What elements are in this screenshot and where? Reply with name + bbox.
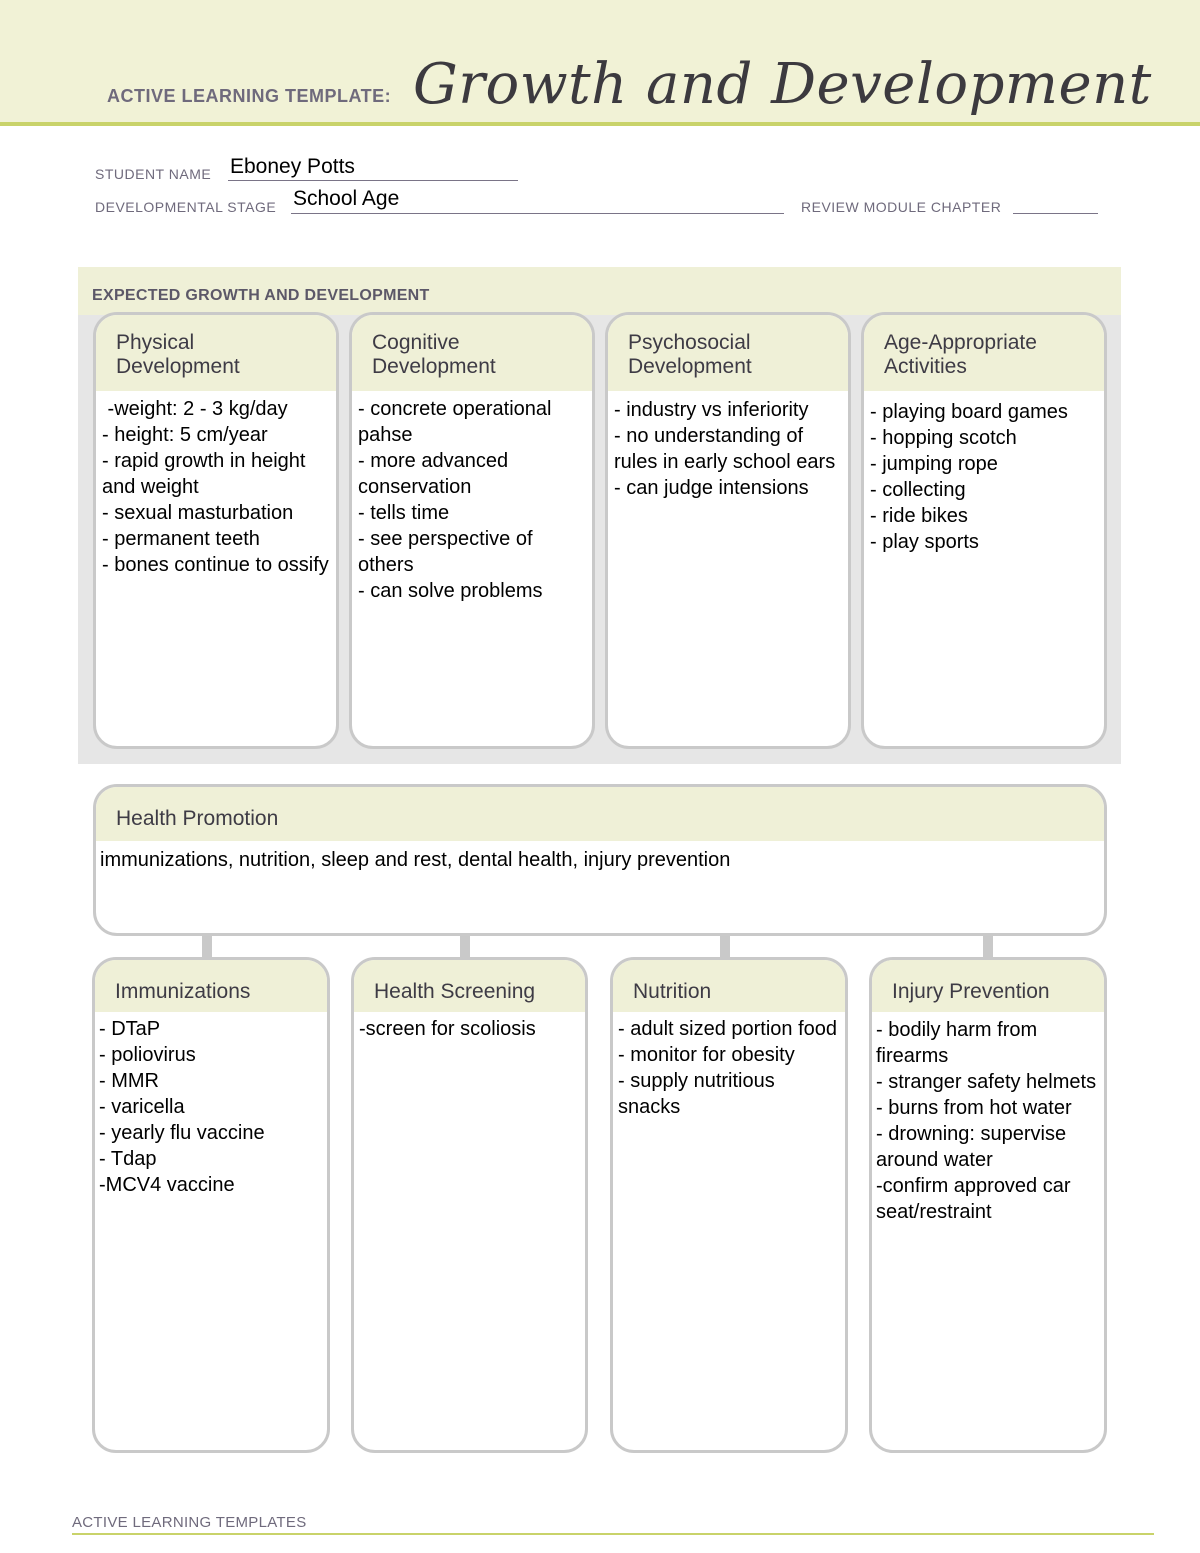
nutrition-text[interactable] [613,1012,845,1120]
health-screening-text[interactable] [354,1012,585,1042]
student-name-line [228,180,518,181]
injury-prevention-box [869,957,1107,1453]
list-item: - drowning: supervise around water [876,1123,1067,1171]
physical-development-box [93,312,339,749]
age-appropriate-activities-header [864,315,1104,391]
list-item: - stranger safety helmets [876,1071,1097,1093]
list-item: - tells time [358,502,450,524]
box-title-line: Physical [116,331,195,354]
review-module-chapter-field[interactable] [1013,213,1098,214]
list-item: -screen for scoliosis [359,1018,536,1040]
developmental-stage-line [291,213,784,214]
nutrition-title: Nutrition [633,980,712,1003]
list-item: - permanent teeth [102,528,260,550]
student-name-label: STUDENT NAME [95,166,212,182]
box-title-line: Age-Appropriate [884,331,1037,354]
list-item: - bodily harm from firearms [876,1019,1038,1067]
immunizations-title: Immunizations [115,980,251,1003]
list-item: - Tdap [99,1148,157,1170]
immunizations-header [95,960,327,1012]
list-item: - more advanced conservation [358,450,509,498]
injury-prevention-title: Injury Prevention [892,980,1050,1003]
list-item: - playing board games [870,401,1068,423]
expected-growth-title: EXPECTED GROWTH AND DEVELOPMENT [92,287,430,304]
age-appropriate-activities-text[interactable] [864,391,1104,555]
review-module-chapter-label: REVIEW MODULE CHAPTER [801,199,1002,215]
list-item: - sexual masturbation [102,502,294,524]
list-item: - supply nutritious snacks [618,1070,775,1118]
list-item: - burns from hot water [876,1097,1072,1119]
box-title-line: Development [116,355,240,378]
list-item: - can solve problems [358,580,543,602]
health-screening-header [354,960,585,1012]
box-title-line: Activities [884,355,967,378]
injury-prevention-header [872,960,1104,1012]
list-item: - see perspective of others [358,528,533,576]
injury-prevention-text[interactable] [872,1012,1104,1225]
health-promotion-title: Health Promotion [116,807,279,830]
immunizations-text[interactable] [95,1012,327,1198]
box-title-line: Development [372,355,496,378]
physical-development-header [96,315,336,391]
template-label: ACTIVE LEARNING TEMPLATE: [107,86,392,106]
developmental-stage-label: DEVELOPMENTAL STAGE [95,199,277,215]
nutrition-header [613,960,845,1012]
list-item: - play sports [870,531,979,553]
list-item: - collecting [870,479,966,501]
health-screening-box [351,957,588,1453]
list-item: - DTaP [99,1018,161,1040]
box-title-line: Psychosocial [628,331,751,354]
header-divider [0,122,1200,126]
health-promotion-header [96,787,1104,841]
list-item: - monitor for obesity [618,1044,795,1066]
list-item: -confirm approved car seat/restraint [876,1175,1071,1223]
list-item: - ride bikes [870,505,968,527]
health-promotion-box [93,784,1107,936]
list-item: - hopping scotch [870,427,1017,449]
list-item: -weight: 2 - 3 kg/day [102,398,288,420]
nutrition-box [610,957,848,1453]
page-title: Growth and Development [413,52,1152,117]
list-item: - height: 5 cm/year [102,424,268,446]
list-item: - poliovirus [99,1044,196,1066]
list-item: - industry vs inferiority [614,399,809,421]
box-title-line: Development [628,355,752,378]
list-item: - can judge intensions [614,477,809,499]
health-promotion-text[interactable]: immunizations, nutrition, sleep and rest, dental health, injury prevention [100,849,731,871]
cognitive-development-text[interactable] [352,391,592,604]
box-title-line: Cognitive [372,331,460,354]
age-appropriate-activities-box [861,312,1107,749]
health-screening-title: Health Screening [374,980,536,1003]
psychosocial-development-header [608,315,848,391]
list-item: - rapid growth in height and weight [102,450,306,498]
physical-development-text[interactable] [96,391,336,578]
list-item: -MCV4 vaccine [99,1174,235,1196]
list-item: - yearly flu vaccine [99,1122,265,1144]
psychosocial-development-text[interactable] [608,391,848,501]
footer-divider [72,1533,1154,1535]
cognitive-development-header [352,315,592,391]
list-item: - jumping rope [870,453,998,475]
list-item: - varicella [99,1096,185,1118]
student-name-field[interactable]: Eboney Potts [230,155,355,178]
list-item: - bones continue to ossify [102,554,329,576]
list-item: - MMR [99,1070,159,1092]
footer-label: ACTIVE LEARNING TEMPLATES [72,1514,307,1531]
immunizations-box [92,957,330,1453]
psychosocial-development-box [605,312,851,749]
list-item: - no understanding of rules in early school ears [614,425,836,473]
cognitive-development-box [349,312,595,749]
list-item: - concrete operational pahse [358,398,552,446]
list-item: - adult sized portion food [618,1018,838,1040]
developmental-stage-field[interactable]: School Age [293,187,400,210]
